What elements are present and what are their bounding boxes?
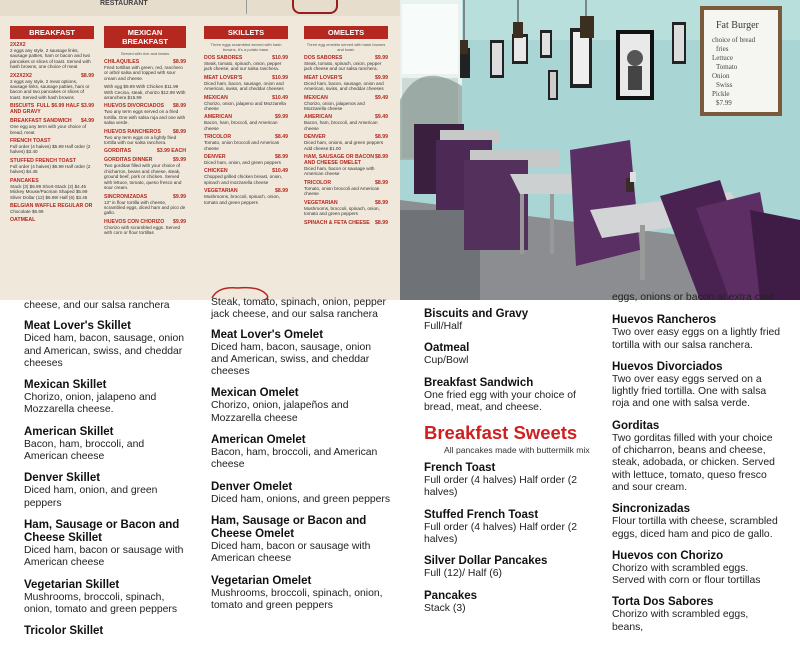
menu-photo-item-desc: Stack (3) $6.99 Short-Stack (2) $4.45 Mickey Mouse/Pacman Shaped $5.99 Silver Dollar (12) $6.99/ Half (6) $3.45 (10, 183, 88, 200)
menu-item-desc: Mushrooms, broccoli, spinach, onion, tomato and green peppers (24, 591, 178, 615)
menu-photo-item (204, 75, 288, 92)
breakfast-sweets-title: Breakfast Sweets (424, 422, 578, 444)
col1-items (24, 320, 189, 638)
menu-item-desc: Chorizo with scrambled eggs. Served with corn or flour tortillas (612, 562, 761, 587)
menu-photo-item-price: $10.99 (272, 55, 288, 61)
menu-item (612, 420, 782, 494)
menu-item (211, 329, 391, 379)
menu-photo-item (304, 134, 388, 151)
omelets-text-column (211, 297, 391, 621)
board-title: Fat Burger (716, 20, 759, 31)
menu-item-desc: Stack (3) (424, 602, 466, 614)
omelets-items (304, 55, 388, 226)
menu-item (211, 481, 391, 506)
menu-item-title: Stuffed French Toast (424, 508, 539, 521)
menu-photo-item (10, 217, 94, 223)
col3-items-before (424, 308, 594, 414)
menu-photo-item-price: $9.99 (275, 114, 288, 121)
menu-photo-item (104, 103, 186, 125)
board-line: fries (716, 45, 729, 53)
menu-photo-item (10, 42, 94, 70)
menu-photo-item (304, 180, 388, 197)
menu-photo-item (204, 114, 288, 131)
menu-photo-item-desc: Chorizo with scrambled eggs. Served with corn or flour tortillas (104, 224, 181, 236)
menu-item-title: Ham, Sausage or Bacon and Cheese Omelet (211, 514, 367, 540)
menu-item (24, 472, 189, 510)
menu-photo-item-price: $10.49 (272, 94, 288, 101)
menu-photo-item-desc: Two any term eggs served on a fried tortilla. One with salsa roja and one with salsa verde. (104, 109, 186, 126)
menu-photo-item-price: $8.99 (275, 154, 288, 161)
omelets-note: Three egg omelets served with hash browns and toast. (306, 42, 386, 52)
col4-top-line: eggs, onions or bacon at extra cost (612, 292, 774, 303)
menu-item-desc: Chorizo with scrambled eggs, beans, (612, 609, 749, 633)
menu-photo (0, 0, 400, 300)
menu-photo-item-name: STUFFED FRENCH TOAST (10, 157, 76, 164)
board-line: Pickle (712, 90, 730, 98)
menu-photo-item (104, 219, 186, 236)
menu-photo-item-name: HUEVOS RANCHEROS (104, 128, 161, 135)
menu-photo-item-name: MEAT LOVER'S (304, 74, 343, 81)
menu-photo-mexican-column (104, 26, 186, 300)
menu-photo-item-desc: Bacon, ham, broccoli, and American cheese (204, 120, 278, 131)
menu-photo-title: RESTAURANT (100, 0, 148, 7)
menu-photo-item (304, 55, 388, 72)
menu-item (211, 387, 391, 425)
menu-photo-item-name: DENVER (204, 154, 226, 161)
menu-photo-item (10, 158, 94, 175)
menu-photo-item-desc: Diced ham, onions, and green peppers Add cheese $1.00 (304, 140, 384, 151)
board-line: Tomato (716, 63, 738, 71)
skillets-text-column (24, 300, 189, 647)
menu-item-desc: Full (12)/ Half (6) (424, 568, 502, 580)
menu-photo-item (104, 194, 186, 216)
menu-photo-item-name: HUEVOS DIVORCIADOS (104, 103, 164, 110)
menu-item-title: Oatmeal (424, 342, 470, 355)
menu-item-title: Mexican Omelet (211, 387, 299, 400)
menu-photo-item-price: $9.99 (375, 74, 388, 81)
col3-items-after (424, 462, 594, 615)
skillets-note: Three eggs scrambled served with hash browns. It's a potato base. (210, 42, 282, 52)
menu-item-desc: Full order (4 halves) Half order (2 halves) (424, 521, 578, 546)
breakfast-sweets-subtitle: All pancakes made with buttermilk mix (444, 445, 590, 456)
menu-item (424, 590, 594, 615)
menu-photo-item-price: $9.99 (375, 55, 388, 61)
menu-item-desc: Flour tortilla with cheese, scrambled eggs, diced ham and pico de gallo. (612, 516, 778, 540)
menu-item-desc: Diced ham, onions, and green peppers (211, 493, 391, 505)
menu-photo-item-price: $8.99 (375, 154, 388, 161)
mexican-items (104, 59, 186, 236)
menu-photo-item-price: $4.99 (81, 118, 94, 125)
menu-photo-item-name: VEGETARIAN (304, 199, 338, 206)
menu-item-title: Breakfast Sandwich (424, 376, 534, 389)
menu-photo-item-name: CHICKEN (204, 168, 228, 175)
menu-item-title: Mexican Skillet (24, 379, 107, 392)
menu-photo-item-desc: Diced ham, bacon, sausage, onion and American, swiss, and cheddar cheeses (204, 80, 284, 92)
menu-photo-item (204, 55, 288, 72)
menu-photo-item-desc: Tomato, onion broccoli and American cheese (204, 140, 280, 151)
menu-item-desc: Two gorditas filled with your choice of chicharron, beans and cheese, steak, adobada, or chicken. Served with lettuce, tomato, queso fresco and sour cream. (612, 432, 775, 493)
menu-photo-item (104, 157, 186, 190)
restaurant-scene (400, 0, 800, 300)
menu-item (24, 579, 189, 617)
menu-photo-item-name: BREAKFAST SANDWICH (10, 118, 72, 125)
board-line: Lettuce (712, 54, 733, 62)
menu-photo-item-price: $8.99 (173, 103, 186, 110)
menu-photo-item-name: SINCRONIZADAS (104, 193, 148, 200)
menu-item-desc: Bacon, ham, broccoli, and American cheese (24, 438, 145, 463)
menu-photo-item-desc: Diced ham, onion, and green peppers (204, 160, 281, 166)
menu-item-desc: Two over easy eggs served on a lightly fried tortilla. One with salsa roja and one with salsa verde. (612, 373, 767, 410)
menu-item (612, 596, 782, 634)
menu-item-desc: Chorizo, onion, jalapeno and Mozzarella cheese. (24, 392, 157, 416)
menu-photo-item (304, 154, 388, 177)
menu-photo-item (304, 220, 388, 226)
menu-photo-item-desc: 2 eggs any style, 2 meat options, sausage links, sausage patties, ham or bacon and two pancakes or slices of toast. Served with hash browns (10, 78, 90, 100)
menu-text-section (0, 292, 800, 638)
menu-photo-item (204, 134, 288, 151)
menu-photo-item-desc: Steak, tomato, spinach, onion, pepper jack cheese, and our salsa ranchera. (204, 61, 282, 72)
menu-photo-item (10, 118, 94, 135)
menu-photo-item-price: $8.99 (173, 128, 186, 135)
breakfast-items (10, 42, 94, 223)
menu-photo-item-name: OATMEAL (10, 217, 36, 224)
board-line: $7.99 (716, 99, 732, 107)
menu-item-title: Vegetarian Skillet (24, 578, 120, 591)
menu-photo-item-price: $8.99 (375, 199, 388, 206)
menu-photo-item-desc: Diced ham, bacon, sausage, onion and American, swiss, and cheddar cheeses (304, 80, 384, 92)
menu-photo-item (304, 75, 388, 92)
menu-item (612, 361, 782, 411)
omelets-banner: OMELETS (304, 26, 388, 39)
menu-item (24, 379, 189, 417)
col2-top-line: Steak, tomato, spinach, onion, pepper jack cheese, and our salsa ranchera (211, 297, 387, 321)
menu-item-desc: Diced ham, bacon, sausage, onion and American, swiss, and cheddar cheeses (211, 341, 372, 378)
board-line: choice of bread (712, 36, 756, 44)
menu-photo-item (10, 103, 94, 115)
menu-photo-item-price: FULL $6.99 HALF $3.99 (36, 103, 94, 110)
menu-item (424, 308, 594, 333)
menu-photo-item-desc: Chocolate $6.99 (10, 208, 44, 214)
menu-item-title: Huevos Divorciados (612, 360, 723, 373)
menu-item-desc: Chorizo, onion, jalapeños and Mozzarella cheese (211, 400, 349, 424)
menu-photo-item (10, 178, 94, 200)
col1-top-line: cheese, and our salsa ranchera (24, 300, 170, 311)
menu-photo-item (10, 73, 94, 101)
menu-photo-item-name: HAM, SAUSAGE OR BACON AND CHEESE OMELET (304, 154, 375, 167)
menu-photo-item-price: $9.99 (173, 218, 186, 225)
menu-photo-divider (246, 0, 247, 14)
menu-photo-item-name: 2X2X2X2 (10, 72, 32, 79)
menu-item-desc: Mushrooms, broccoli, spinach, onion, tomato and green peppers (211, 587, 383, 611)
menu-photo-item-price: $9.49 (375, 114, 388, 121)
menu-item-title: Pancakes (424, 589, 478, 602)
menu-item-title: Vegetarian Omelet (211, 574, 312, 587)
menu-photo-item-desc: Bacon, ham, broccoli, and American cheese (304, 120, 378, 131)
menu-photo-item (204, 95, 288, 112)
menu-photo-item-desc: Two gorditas filled with your choice of chicharron, beans and cheese, steak, ground beef, pork or chicken. Served with lettuce, tomato, queso fresco and sour cream. (104, 163, 182, 191)
menu-photo-item-name: PANCAKES (10, 177, 39, 184)
menu-photo-item (104, 59, 186, 81)
menu-item-desc: Two over easy eggs on a lightly fried tortilla with our salsa ranchera. (612, 327, 781, 351)
menu-photo-skillets-column (204, 26, 288, 300)
pendant-lamp (580, 16, 594, 38)
menu-item-title: Meat Lover's Omelet (211, 328, 324, 341)
menu-item-title: American Omelet (211, 434, 306, 447)
menu-item (424, 342, 594, 367)
menu-photo-item-desc: Fried tortillas with green, red, ranchero or arbol salsa and topped with sour cream and cheese. (104, 65, 183, 81)
menu-item-desc: Diced ham, bacon, sausage, onion and American, swiss, and cheddar cheeses (24, 333, 185, 369)
menu-item (24, 519, 189, 570)
menu-photo-item-desc: Steak, tomato, spinach, onion, pepper jack cheese and our salsa ranchera. (304, 61, 382, 72)
menu-item (424, 462, 594, 500)
menu-item-title: Torta Dos Sabores (612, 596, 714, 609)
menu-photo-item-name: GORDITAS (104, 148, 131, 155)
mexican-breakfast-banner: MEXICAN BREAKFAST (104, 26, 186, 48)
pendant-lamp (513, 22, 523, 38)
menu-item-title: Silver Dollar Pancakes (424, 555, 548, 568)
menu-item (612, 503, 782, 541)
menu-photo-item-name: DOS SABORES (204, 55, 243, 61)
menu-item-desc: Diced ham, onion, and green peppers (24, 485, 158, 509)
menu-photo-item-desc: Full order (4 halves) $5.99 Half order (2 halves) $3.40 (10, 144, 91, 155)
menu-photo-item-price: $10.99 (272, 74, 288, 81)
mexican-note: Served with rice and beans (120, 51, 170, 56)
col4-items (612, 314, 782, 634)
menu-item (612, 314, 782, 352)
menu-item-desc: Diced ham, bacon or sausage with American cheese (211, 540, 371, 565)
menu-item-desc: Diced ham, bacon or sausage with American cheese (24, 544, 184, 569)
menu-photo-item-desc: Diced ham, bacon or sausage with American cheese (304, 166, 375, 177)
menu-photo-item-name: VEGETARIAN (204, 188, 238, 195)
mexican-text-column (612, 292, 782, 643)
board-line: Swiss (716, 81, 733, 89)
menu-photo-item-desc: Mushrooms, broccoli, spinach, onion, tomato and green peppers (204, 194, 280, 205)
menu-photo-item-desc: One egg any term with your choice of bread, meat (10, 124, 87, 135)
skillets-banner: SKILLETS (204, 26, 288, 39)
menu-item (211, 434, 391, 472)
menu-photo-item (204, 168, 288, 185)
menu-item (211, 575, 391, 613)
menu-photo-item-price: $10.49 (272, 168, 288, 175)
menu-item (24, 426, 189, 464)
menu-photo-item-desc: Two any term eggs on a lightly fried tortilla with our salsa ranchera. (104, 134, 177, 146)
menu-photo-item-desc: Mushrooms, broccoli, spinach, onion, tomato and green peppers (304, 205, 380, 217)
menu-photo-item-name: BISCUITS AND GRAVY (10, 103, 41, 116)
menu-photo-item-desc: Chopped grilled chicken breast, onion, spinach and mozzarella cheese (204, 174, 283, 185)
menu-photo-item-price: $8.99 (81, 72, 94, 79)
menu-photo-item-name: DOS SABORES (304, 55, 343, 61)
menu-photo-item (304, 95, 388, 112)
menu-photo-item-name: GORDITAS DINNER (104, 157, 153, 164)
menu-item-title: Huevos Rancheros (612, 314, 717, 327)
menu-photo-item (304, 114, 388, 131)
board-line: Onion (712, 72, 730, 80)
menu-item-desc: Full/Half (424, 321, 463, 332)
menu-photo-item-price: $8.99 (275, 188, 288, 195)
menu-photo-item-price: $8.99 (375, 179, 388, 186)
restaurant-logo (292, 0, 338, 14)
menu-photo-item-price: $8.49 (275, 134, 288, 141)
menu-item-title: Denver Omelet (211, 480, 293, 493)
col2-items (211, 329, 391, 613)
menu-item (424, 509, 594, 547)
menu-item-desc: Full order (4 halves) Half order (2 halves) (424, 475, 578, 499)
menu-photo-item-name: 2X2X2 (10, 42, 26, 48)
restaurant-interior-photo (400, 0, 800, 300)
menu-photo-item-name: MEXICAN (304, 94, 328, 101)
breakfast-banner: BREAKFAST (10, 26, 94, 39)
menu-photo-item-name: BELGIAN WAFFLE REGULAR OR (10, 202, 93, 209)
menu-photo-item-desc: Chorizo, onion, jalapenos and Mozzarella cheese (304, 100, 365, 112)
menu-photo-breakfast-column (10, 26, 94, 300)
menu-item-title: Gorditas (612, 419, 660, 432)
menu-photo-item-name: DENVER (304, 134, 326, 141)
menu-item-title: Sincronizadas (612, 503, 690, 516)
menu-item-desc: One fried egg with your choice of bread, meat, and cheese. (424, 389, 576, 413)
menu-item-title: Huevos con Chorizo (612, 549, 724, 562)
menu-photo-item (104, 84, 186, 100)
menu-item (424, 377, 594, 415)
menu-photo-item-name: TRICOLOR (304, 179, 332, 186)
menu-photo-item (104, 129, 186, 146)
menu-item-title: Tricolor Skillet (24, 625, 104, 638)
menu-item (211, 515, 391, 566)
menu-item-desc: Cup/Bowl (424, 355, 469, 367)
menu-photo-item-name: CHILAQUILES (104, 59, 140, 65)
menu-photo-item-name: HUEVOS CON CHORIZO (104, 218, 165, 225)
menu-photo-item-name: SPINACH & FETA CHEESE (304, 219, 370, 226)
menu-photo-item-name: TRICOLOR (204, 134, 232, 141)
menu-photo-item (10, 203, 94, 214)
menu-photo-item (204, 154, 288, 165)
menu-photo-item-desc: Full order (4 halves) $6.99 Half order (2 halves) $4.45 (10, 163, 91, 175)
menu-item-title: Meat Lover's Skillet (24, 320, 131, 333)
menu-photo-item-price: $8.99 (173, 59, 186, 65)
menu-item-title: Biscuits and Gravy (424, 308, 529, 320)
menu-item-title: Ham, Sausage or Bacon and Cheese Skillet (24, 518, 180, 544)
skillets-items (204, 55, 288, 205)
pendant-lamp (460, 40, 468, 54)
menu-item-title: Denver Skillet (24, 472, 101, 485)
menu-photo-item-price: $3.99 EACH (156, 148, 186, 155)
menu-item-desc: Bacon, ham, broccoli, and American cheese (211, 447, 378, 471)
menu-photo-item-name: MEXICAN (204, 94, 228, 101)
menu-item (612, 550, 782, 588)
menu-photo-item-price: $8.99 (375, 134, 388, 141)
menu-photo-item-desc: 13" in flour tortilla with cheese, scrambled eggs, diced ham and pico de gallo. (104, 199, 186, 216)
menu-item (24, 320, 189, 370)
menu-photo-item-desc: Chorizo, onion, jalapeno and Mozzarella cheese (204, 100, 286, 112)
menu-photo-header (0, 0, 400, 16)
menu-photo-item (104, 148, 186, 154)
menu-photo-item (304, 200, 388, 217)
menu-photo-omelets-column (304, 26, 388, 300)
menu-photo-item-desc: 2 eggs any style, 2 sausage links, sausage patties, ham or bacon and two pancakes or slices of toast. Served with hash browns, one choice of meat (10, 48, 91, 70)
menu-photo-item-price: $9.49 (375, 94, 388, 101)
menu-photo-item-desc: With egg $9.99 With Chicken $11.99 With Cecina, steak, chorizo $12.99 With arranchera $15.99 (104, 84, 186, 101)
menu-photo-item-name: AMERICAN (204, 114, 232, 121)
menu-photo-item (204, 188, 288, 205)
menu-photo-item-price: $9.99 (173, 157, 186, 164)
menu-photo-item-price: $8.99 (375, 219, 388, 226)
menu-item-title: French Toast (424, 462, 496, 475)
menu-photo-item (10, 138, 94, 155)
breakfast-text-column (424, 308, 594, 624)
menu-photo-item-desc: Tomato, onion broccoli and American cheese (304, 185, 380, 197)
menu-photo-item-name: MEAT LOVER'S (204, 74, 243, 81)
menu-item (24, 625, 189, 638)
menu-photo-item-name: FRENCH TOAST (10, 138, 51, 145)
menu-item (424, 555, 594, 580)
menu-photo-item-price: $9.99 (173, 193, 186, 200)
menu-item-title: American Skillet (24, 425, 114, 438)
menu-photo-item-name: AMERICAN (304, 114, 332, 121)
